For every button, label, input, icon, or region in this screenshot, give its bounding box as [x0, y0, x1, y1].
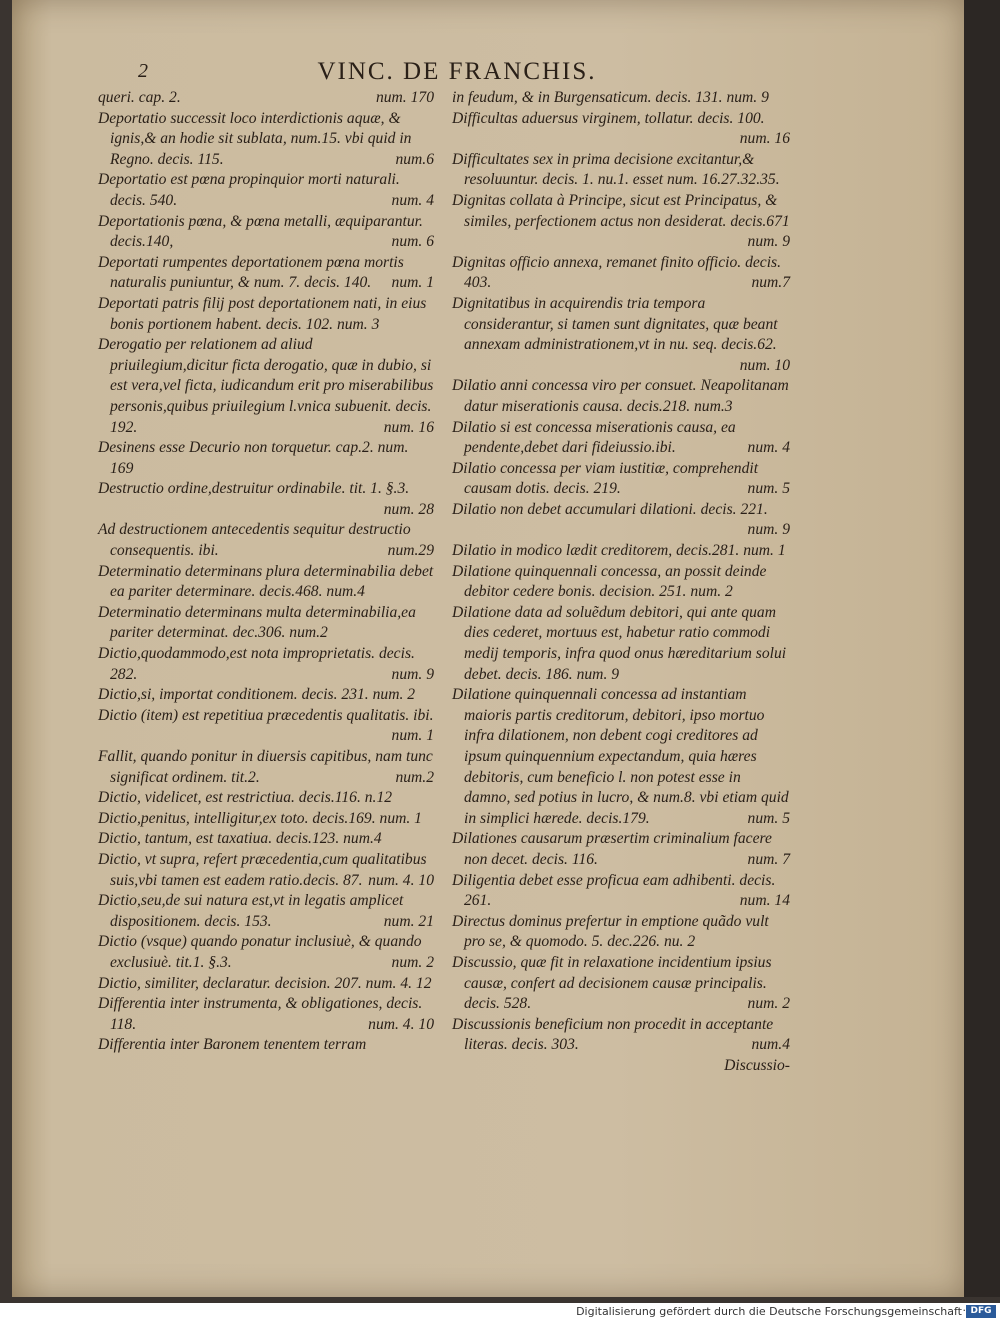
entry-text: Dignitas officio annexa, remanet finito officio. decis. 403.	[452, 253, 782, 292]
index-entry	[98, 170, 434, 211]
entry-reference: num. 5	[747, 809, 790, 827]
index-entry	[98, 603, 434, 644]
index-entry	[98, 891, 434, 932]
entry-reference: num. 4. 10	[368, 1015, 434, 1033]
index-entry	[452, 459, 790, 500]
entry-reference: num. 4	[747, 439, 790, 457]
index-entry	[452, 500, 790, 541]
entry-reference: num. 9	[391, 665, 434, 683]
entry-reference: num.6	[395, 150, 434, 168]
entry-text: Dilatio concessa per viam iustitiæ, comprehendit causam dotis. decis. 219.	[452, 459, 759, 498]
entry-text: Fallit, quando ponitur in diuersis capitibus, nam tunc significat ordinem. tit.2.	[98, 748, 433, 786]
index-entry	[452, 109, 790, 150]
index-entry	[98, 644, 434, 685]
index-entry	[98, 212, 434, 253]
entry-reference: num. 21	[383, 912, 434, 930]
entry-text: Dictio (item) est repetitiua præcedentis qualitatis. ibi.	[98, 706, 434, 724]
entry-text: Dignitas collata à Principe, sicut est Principatus, & similes, perfectionem actus non desiderat. decis.671	[452, 191, 790, 230]
entry-text: Dictio, vt supra, refert præcedentia,cum qualitatibus suis,vbi tamen est eadem ratio.decis. 87.	[98, 850, 427, 889]
entry-text: Desinens esse Decurio non torquetur. cap.2. num. 169	[98, 439, 409, 477]
entry-text: Dilatione quinquennali concessa ad instantiam maioris partis creditorum, debitori, ipso mortuo infra dilationem, non debent cogi creditores ad ipsum quinquennium expectandum, quia hæres debitoris, cum beneficio l. non potest esse in damno, sed potius in lucro, & num.8. vbi etiam quid in simplici hærede. decis.179.	[452, 686, 789, 827]
footer-credit: Digitalisierung gefördert durch die Deutsche Forschungsgemeinschaft	[576, 1305, 962, 1318]
entry-text: Dilatio anni concessa viro per consuet. Neapolitanam datur miserationis causa. decis.218. num.3	[452, 377, 789, 415]
index-entry	[98, 109, 434, 171]
entry-text: Difficultas aduersus virginem, tollatur. decis. 100.	[452, 109, 765, 127]
entry-text: in feudum, & in Burgensaticum. decis. 131. num. 9	[452, 89, 769, 106]
index-entry	[452, 562, 790, 603]
entry-text: Determinatio determinans multa determinabilia,ea pariter determinat. dec.306. num.2	[98, 603, 416, 642]
index-entry	[98, 788, 434, 809]
footer-separator: ·	[962, 1304, 966, 1317]
left-column	[98, 88, 434, 1056]
entry-text: Dictio, similiter, declaratur. decision. 207. num. 4. 12	[98, 974, 432, 992]
entry-text: Deportati rumpentes deportationem pœna mortis naturalis puniuntur, & num. 7. decis. 140.	[98, 253, 404, 292]
entry-reference: num.4	[751, 1036, 790, 1054]
running-head: VINC. DE FRANCHIS.	[317, 58, 597, 85]
index-entry	[452, 912, 790, 953]
index-entry	[98, 253, 434, 294]
entry-reference: num. 10	[739, 356, 790, 374]
entry-text: Difficultates sex in prima decisione excitantur,& resoluuntur. decis. 1. nu.1. esset num. 16.27.32.35.	[452, 150, 780, 189]
index-entry	[98, 438, 434, 479]
entry-reference: num. 16	[383, 418, 434, 436]
entry-text: Discussionis beneficium non procedit in acceptante literas. decis. 303.	[452, 1015, 774, 1054]
entry-text: Dilatione data ad soluẽdum debitori, qui ante quam dies cederet, mortuus est, habetur ratio commodi medij temporis, infra quod onus hæreditarium solui debet. decis. 186. num. 9	[452, 603, 787, 683]
entry-reference: num. 4. 10	[368, 871, 434, 889]
index-entry	[98, 829, 434, 850]
index-entry	[98, 562, 434, 603]
dfg-logo-icon: DFG	[966, 1305, 996, 1318]
index-entry	[452, 253, 790, 294]
entry-text: Destructio ordine,destruitur ordinabile. tit. 1. §.3.	[98, 480, 410, 498]
entry-text: Diligentia debet esse proficua eam adhibenti. decis. 261.	[452, 871, 776, 910]
index-entry	[98, 850, 434, 891]
entry-reference: num. 1	[391, 727, 434, 745]
index-entry	[452, 294, 790, 376]
index-entry	[452, 88, 790, 109]
entry-text: Dilatio in modico lædit creditorem, decis.281. num. 1	[452, 542, 786, 560]
index-entry	[452, 1015, 790, 1056]
entry-text: Dilatione quinquennali concessa, an possit deinde debitor cedere bonis. decision. 251. num. 2	[452, 562, 767, 601]
entry-text: Dictio (vsque) quando ponatur inclusiuè, & quando exclusiuè. tit.1. §.3.	[98, 933, 422, 971]
index-entry	[98, 994, 434, 1035]
footer-bar	[0, 1303, 1000, 1321]
entry-reference: num. 6	[391, 233, 434, 251]
entry-text: Dictio,penitus, intelligitur,ex toto. decis.169. num. 1	[98, 809, 422, 827]
page-number: 2	[138, 60, 148, 82]
entry-reference: num.29	[387, 542, 434, 560]
entry-text: Dictio,si, importat conditionem. decis. 231. num. 2	[98, 686, 416, 704]
entry-reference: num. 2	[391, 953, 434, 971]
entry-text: Derogatio per relationem ad aliud priuilegium,dicitur ficta derogatio, quæ in dubio, si est vera,vel ficta, iudicandum erit pro miserabilibus personis,quibus priuilegium l.vnica subuenit. decis. 192.	[98, 336, 434, 436]
index-entry	[98, 809, 434, 830]
index-entry	[452, 376, 790, 417]
entry-text: Dilatio si est concessa miserationis causa, ea pendente,debet dari fideiussio.ibi.	[452, 418, 736, 457]
entry-reference: num. 1	[391, 274, 434, 292]
entry-text: Dignitatibus in acquirendis tria tempora considerantur, si tamen sunt dignitates, quæ beant annexam administrationem,vt in nu. seq. decis.62.	[452, 294, 778, 354]
entry-text: Dictio,quodammodo,est nota improprietatis. decis. 282.	[98, 645, 415, 683]
scan-border	[964, 0, 1000, 1297]
index-entry	[452, 953, 790, 1015]
entry-text: Determinatio determinans plura determinabilia debet ea pariter determinare. decis.468. num.4	[98, 562, 434, 601]
index-entry	[98, 747, 434, 788]
entry-reference: num. 170	[375, 89, 434, 106]
index-entry	[452, 603, 790, 685]
entry-text: Differentia inter instrumenta, & obligationes, decis. 118.	[98, 995, 423, 1033]
page-header	[138, 58, 922, 92]
index-entry	[452, 871, 790, 912]
entry-text: Dictio, tantum, est taxatiua. decis.123. num.4	[98, 830, 382, 848]
entry-text: queri. cap. 2.	[98, 89, 181, 106]
entry-text: Deportati patris filij post deportationem nati, in eius bonis portionem habent. decis. 102. num. 3	[98, 294, 427, 333]
entry-reference: num. 5	[747, 480, 790, 498]
entry-text: Dilatio non debet accumulari dilationi. decis. 221.	[452, 500, 768, 518]
entry-reference: num. 9	[747, 233, 790, 251]
entry-reference: num. 7	[747, 850, 790, 868]
entry-text: Ad destructionem antecedentis sequitur destructio consequentis. ibi.	[98, 521, 411, 560]
entry-text: Directus dominus prefertur in emptione quãdo vult pro se, & quomodo. 5. dec.226. nu. 2	[452, 912, 769, 951]
index-entry	[452, 829, 790, 870]
entry-text: Dictio, videlicet, est restrictiua. decis.116. n.12	[98, 789, 393, 807]
index-entry	[98, 706, 434, 747]
entry-text: Discussio, quæ fit in relaxatione incidentium ipsius causæ, confert ad decisionem causæ principalis. decis. 528.	[452, 953, 772, 1013]
entry-text: Deportatio est pœna propinquior morti naturali. decis. 540.	[98, 171, 400, 209]
index-entry	[98, 294, 434, 335]
index-entry	[452, 541, 790, 562]
index-entry	[98, 88, 434, 109]
index-entry	[452, 191, 790, 253]
entry-reference: num. 28	[383, 500, 434, 518]
index-entry	[98, 1035, 434, 1056]
index-entry	[452, 418, 790, 459]
entry-text: Differentia inter Baronem tenentem terram	[98, 1036, 367, 1054]
index-entry	[452, 685, 790, 829]
entry-reference: num.2	[395, 768, 434, 786]
index-entry	[98, 479, 434, 520]
index-entry	[452, 150, 790, 191]
index-entry	[98, 335, 434, 438]
index-entry	[98, 520, 434, 561]
entry-reference: num. 16	[739, 130, 790, 148]
entry-reference: num. 2	[747, 995, 790, 1013]
entry-text: Deportatio successit loco interdictionis aquæ, & ignis,& an hodie sit sublata, num.15. vbi quid in Regno. decis. 115.	[98, 109, 412, 168]
entry-text: Dictio,seu,de sui natura est,vt in legatis amplicet dispositionem. decis. 153.	[98, 892, 404, 930]
index-entry	[98, 932, 434, 973]
entry-text: Deportationis pœna, & pœna metalli, æquiparantur. decis.140,	[98, 212, 423, 251]
entry-text: Dilationes causarum præsertim criminalium facere non decet. decis. 116.	[452, 830, 772, 868]
index-entry	[98, 974, 434, 995]
book-page	[12, 0, 964, 1297]
index-entry	[98, 685, 434, 706]
entry-reference: num.7	[751, 274, 790, 292]
entry-reference: num. 9	[747, 521, 790, 539]
catchword: Discussio-	[724, 1056, 790, 1074]
entry-reference: num. 4	[391, 191, 434, 209]
entry-reference: num. 14	[739, 892, 790, 910]
right-column	[452, 88, 790, 1077]
